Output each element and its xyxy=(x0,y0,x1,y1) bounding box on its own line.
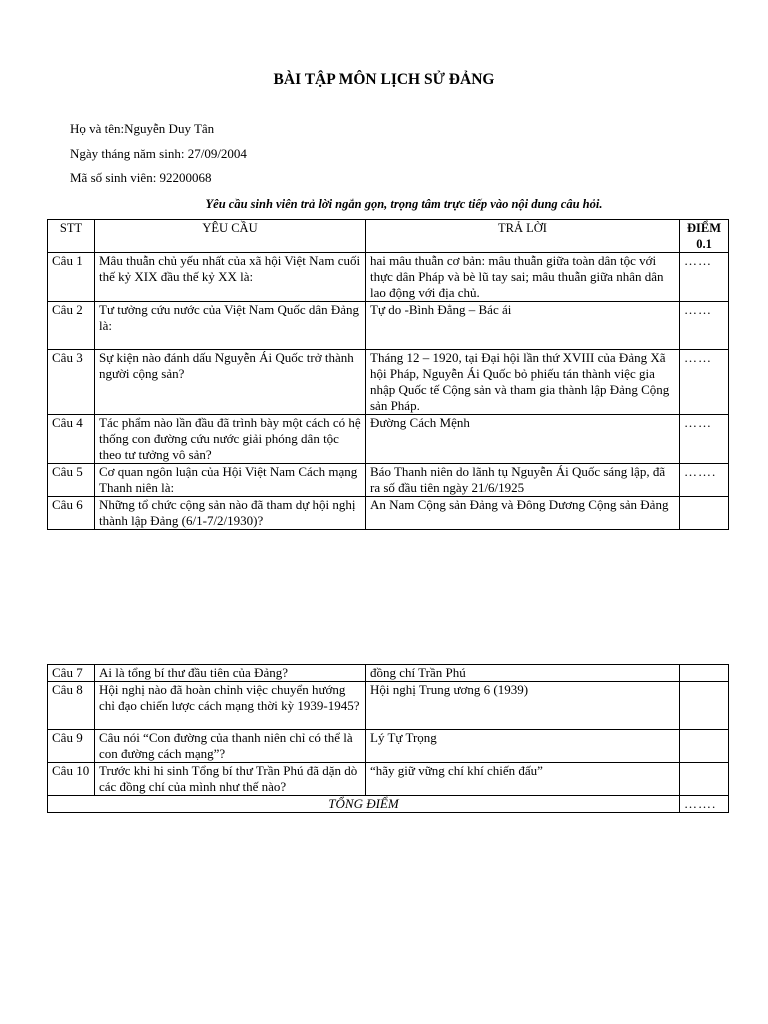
row-stt: Câu 2 xyxy=(48,302,95,350)
row-score: …… xyxy=(680,253,729,302)
row-answer: Tự do -Bình Đẳng – Bác ái xyxy=(366,302,680,350)
student-name-line: Họ và tên:Nguyễn Duy Tân xyxy=(70,121,215,136)
row-stt: Câu 1 xyxy=(48,253,95,302)
row-question: Hội nghị nào đã hoàn chỉnh việc chuyển hướng chỉ đạo chiến lược cách mạng thời kỳ 1939-1945? xyxy=(95,682,366,730)
row-answer: Lý Tự Trọng xyxy=(366,730,680,763)
student-dob-line: Ngày tháng năm sinh: 27/09/2004 xyxy=(70,146,247,161)
total-row xyxy=(48,796,729,813)
total-label: TỔNG ĐIỂM xyxy=(48,796,680,813)
row-question: Mâu thuẫn chủ yếu nhất của xã hội Việt Nam cuối thế kỷ XIX đầu thế kỷ XX là: xyxy=(95,253,366,302)
row-score xyxy=(680,763,729,796)
row-score: …… xyxy=(680,415,729,464)
row-stt: Câu 7 xyxy=(48,665,95,682)
row-score: …… xyxy=(680,302,729,350)
document-title: BÀI TẬP MÔN LỊCH SỬ ĐẢNG xyxy=(273,71,495,88)
total-score: ……. xyxy=(680,796,729,813)
table-row xyxy=(48,464,729,497)
row-stt: Câu 4 xyxy=(48,415,95,464)
table-row xyxy=(48,497,729,530)
questions-table-part-2 xyxy=(47,664,729,813)
row-question: Tác phẩm nào lần đầu đã trình bày một cách có hệ thống con đường cứu nước giải phóng dân tộc theo tư tưởng vô sản? xyxy=(95,415,366,464)
table-row xyxy=(48,665,729,682)
header-score: ĐIỂM 0.1 xyxy=(680,220,729,253)
table-row xyxy=(48,682,729,730)
row-stt: Câu 6 xyxy=(48,497,95,530)
instruction-text: Yêu cầu sinh viên trả lời ngắn gọn, trọng tâm trực tiếp vào nội dung câu hỏi. xyxy=(205,197,603,211)
row-question: Những tổ chức cộng sản nào đã tham dự hội nghị thành lập Đảng (6/1-7/2/1930)? xyxy=(95,497,366,530)
row-stt: Câu 3 xyxy=(48,350,95,415)
row-question: Cơ quan ngôn luận của Hội Việt Nam Cách mạng Thanh niên là: xyxy=(95,464,366,497)
student-id-line: Mã số sinh viên: 92200068 xyxy=(70,170,212,185)
table-row xyxy=(48,302,729,350)
row-answer: Tháng 12 – 1920, tại Đại hội lần thứ XVIII của Đảng Xã hội Pháp, Nguyễn Ái Quốc bỏ phiếu tán thành việc gia nhập Quốc tế Cộng sản và tham gia thành lập Đảng Cộng sản Pháp. xyxy=(366,350,680,415)
row-answer: “hãy giữ vững chí khí chiến đấu” xyxy=(366,763,680,796)
row-stt: Câu 5 xyxy=(48,464,95,497)
table-row xyxy=(48,730,729,763)
header-answer: TRẢ LỜI xyxy=(366,220,680,253)
row-question: Tư tưởng cứu nước của Việt Nam Quốc dân Đảng là: xyxy=(95,302,366,350)
row-question: Câu nói “Con đường của thanh niên chỉ có thể là con đường cách mạng”? xyxy=(95,730,366,763)
row-answer: hai mâu thuẫn cơ bản: mâu thuẫn giữa toàn dân tộc với thực dân Pháp và bè lũ tay sai; mâu thuẫn giữa nhân dân lao động với địa chủ. xyxy=(366,253,680,302)
row-score xyxy=(680,665,729,682)
table-row xyxy=(48,350,729,415)
row-stt: Câu 10 xyxy=(48,763,95,796)
row-answer: Đường Cách Mệnh xyxy=(366,415,680,464)
row-stt: Câu 9 xyxy=(48,730,95,763)
row-answer: Báo Thanh niên do lãnh tụ Nguyễn Ái Quốc sáng lập, đã ra số đầu tiên ngày 21/6/1925 xyxy=(366,464,680,497)
row-score: ……. xyxy=(680,464,729,497)
header-stt: STT xyxy=(48,220,95,253)
row-score: …… xyxy=(680,350,729,415)
row-question: Trước khi hi sinh Tổng bí thư Trần Phú đã dặn dò các đồng chí của mình như thế nào? xyxy=(95,763,366,796)
table-row xyxy=(48,763,729,796)
row-answer: đồng chí Trần Phú xyxy=(366,665,680,682)
questions-table-part-1 xyxy=(47,219,729,530)
table-header-row xyxy=(48,220,729,253)
header-question: YÊU CẦU xyxy=(95,220,366,253)
row-stt: Câu 8 xyxy=(48,682,95,730)
row-answer: An Nam Cộng sản Đảng và Đông Dương Cộng sản Đảng xyxy=(366,497,680,530)
row-question: Sự kiện nào đánh dấu Nguyễn Ái Quốc trở thành người cộng sản? xyxy=(95,350,366,415)
row-question: Ai là tổng bí thư đầu tiên của Đảng? xyxy=(95,665,366,682)
row-score xyxy=(680,682,729,730)
table-row xyxy=(48,415,729,464)
table-row xyxy=(48,253,729,302)
row-score xyxy=(680,730,729,763)
row-score xyxy=(680,497,729,530)
row-answer: Hội nghị Trung ương 6 (1939) xyxy=(366,682,680,730)
